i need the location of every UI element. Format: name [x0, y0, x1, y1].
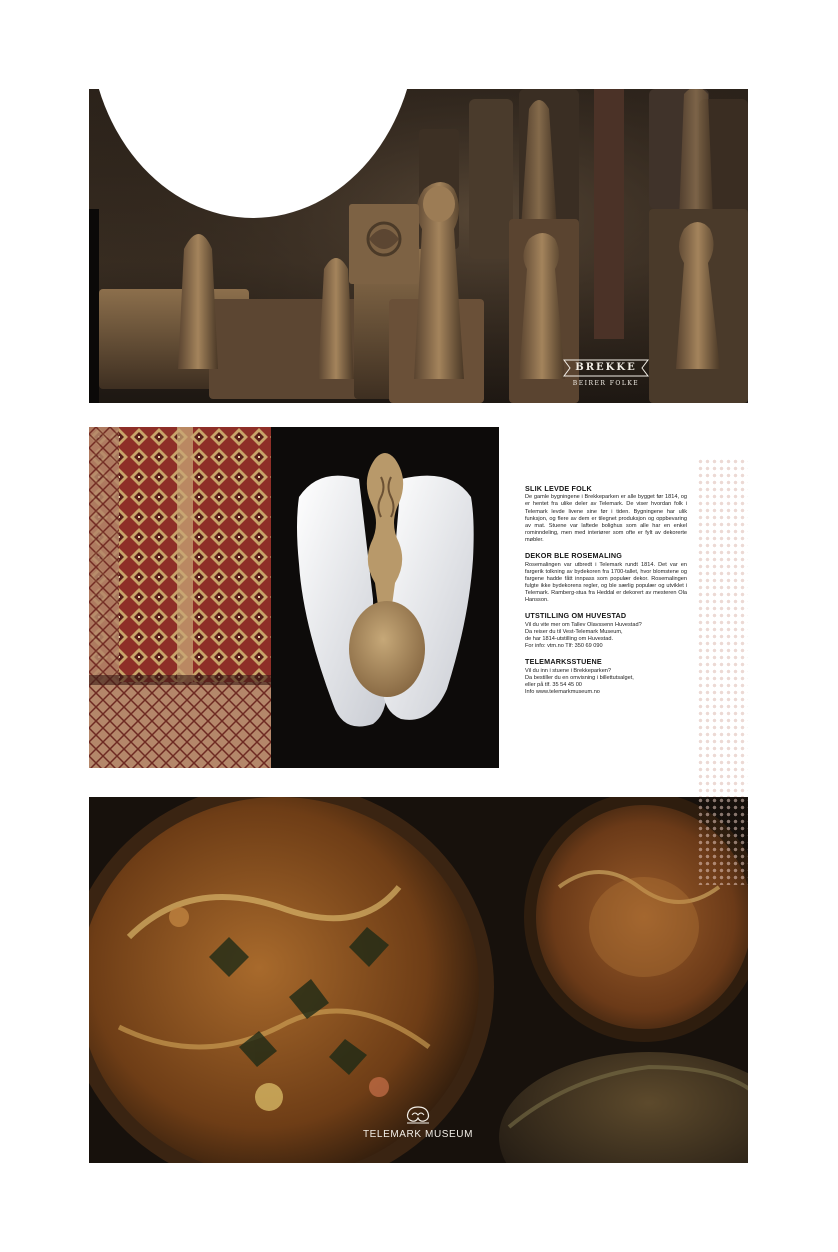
section-heading: UTSTILLING OM HUVESTAD: [525, 611, 627, 621]
text-column: [525, 484, 687, 703]
telemark-museum-logo: [330, 1105, 506, 1145]
brekke-logo: [558, 355, 654, 395]
body-line: Vil du vite mer om Tallev Olavssenn Huvestad?: [525, 621, 642, 628]
gloved-hands-spoon-illustration: [271, 427, 499, 768]
textile-photo: [89, 427, 271, 768]
section-heading: DEKOR BLE ROSEMALING: [525, 551, 623, 561]
textile-pattern-illustration: [89, 427, 271, 768]
body-line: Da reiser du til Vest-Telemark Museum,: [525, 628, 623, 635]
body-line: eller på tlf. 35 54 45 00: [525, 681, 582, 688]
section-body: [525, 622, 687, 651]
section-telemarksstuene: [525, 657, 687, 696]
section-utstilling-om-huvestad: [525, 611, 687, 650]
spoon-photo: [271, 427, 499, 768]
body-line: Vil du inn i stuene i Brekkeparken?: [525, 667, 612, 674]
section-heading: SLIK LEVDE FOLK: [525, 484, 592, 493]
brekke-logo-subtitle: BEIRER FOLKE: [572, 380, 640, 387]
brekke-logo-name: BREKKE: [575, 362, 637, 373]
decorative-dot-pattern: [697, 458, 748, 798]
section-body: Rosemalingen var utbredt i Telemark rundt 1814. Det var en fargerik tolkning av bydekoren fra 1700-tallet, hvor blomstene og fargene hadde fått innpass som populær dekor. Rosemalingen fulgte ikke bydekorens regler, og ble særlig populær og utviklet i Telemark. Ramberg-stua fra Heddal er dekorert av mesteren Ola Hansson.: [525, 561, 687, 604]
ornament-emblem-icon: [404, 1105, 432, 1125]
body-line: Da bestiller du en omvisning i billettutsalget,: [525, 674, 634, 681]
section-body: [525, 668, 687, 697]
section-heading: TELEMARKSSTUENE: [525, 657, 602, 667]
contact-line: For info: vtm.no Tlf: 350 69 090: [525, 643, 603, 650]
telemark-museum-name: TELEMARK MUSEUM: [362, 1129, 474, 1140]
decorative-dot-pattern: [697, 797, 748, 885]
section-dekor-ble-rosemaling: [525, 551, 687, 604]
contact-line: Info www.telemarkmuseum.no: [525, 689, 600, 695]
body-line: de har 1814-utstilling om Huvestad.: [525, 636, 613, 642]
section-slik-levde-folk: [525, 484, 687, 544]
section-body: De gamle bygningene i Brekkeparken er alle bygget før 1814, og er hentet fra ulike deler av Telemark. De viser hvordan folk i Telemark levde livene sine før i tiden. Bygningene har ulik funksjon, og flere av dem er tilegnet produksjon og oppbevaring av mat. Stuene var laftede bolighus som alle har en enkel rominndeling, men med interiører som ofte er fylt av dekorerte møbler.: [525, 494, 687, 544]
